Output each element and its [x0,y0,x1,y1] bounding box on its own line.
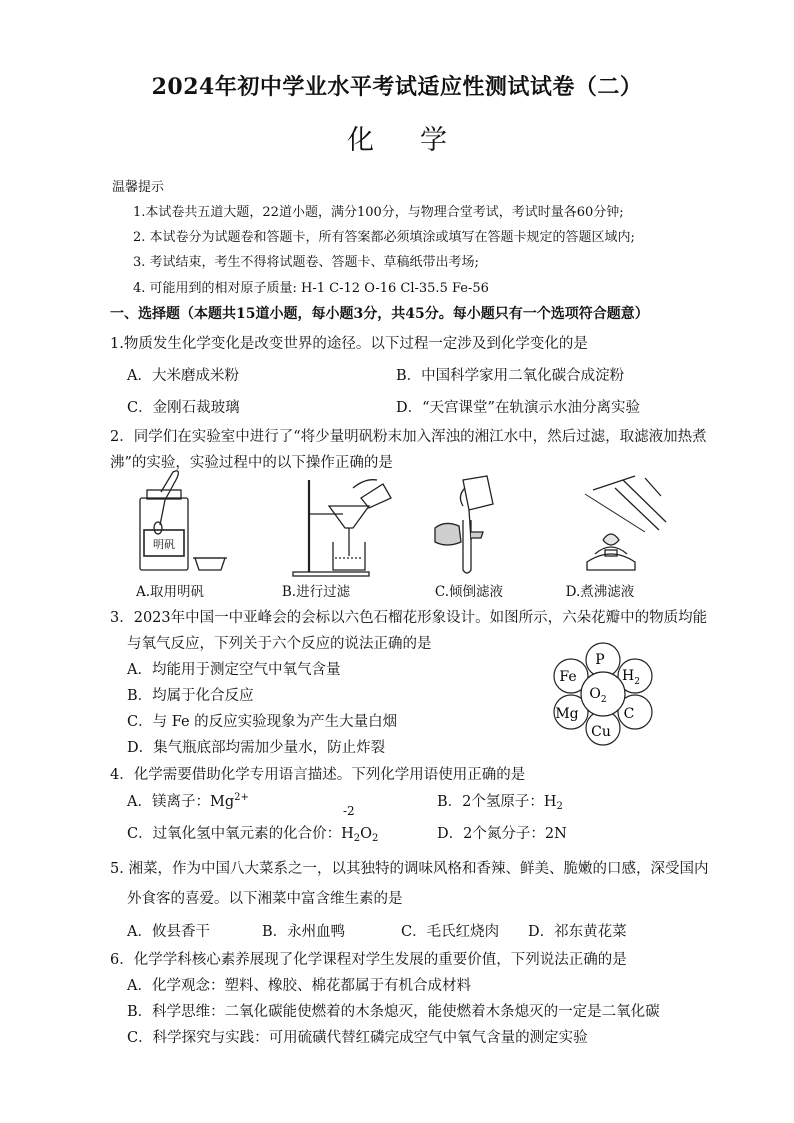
q3-stem-line2: 与氧气反应，下列关于六个反应的说法正确的是 [127,636,432,652]
q2-stem-line1: 2．同学们在实验室中进行了“将少量明矾粉末加入浑浊的湘江水中，然后过滤，取滤液加热煮 [110,429,707,445]
q1-option-d: D．“天宫课堂”在轨演示水油分离实验 [396,400,640,416]
q3-option-d: D．集气瓶底部均需加少量水，防止炸裂 [127,740,386,756]
q5-stem-line1: 5. 湘菜，作为中国八大菜系之一，以其独特的调味风格和香辣、鲜美、脆嫩的口感，深受国内 [110,861,709,877]
petal-cu: Cu [591,724,611,740]
q5-option-b: B．永州血鸭 [262,924,346,940]
subject-title [0,118,794,157]
q5-option-a: A．攸县香干 [127,924,210,940]
q5-stem-line2: 外食客的喜爱。以下湘菜中富含维生素的是 [127,891,403,907]
note-4: 4. 可能用到的相对原子质量: H-1 C-12 O-16 Cl-35.5 Fe-56 [133,281,489,296]
q6-option-a: A．化学观念：塑料、橡胶、棉花都属于有机合成材料 [127,978,471,994]
pomegranate-flower-diagram [538,640,668,750]
notes-heading: 温馨提示 [112,180,165,195]
q5-option-c: C．毛氏红烧肉 [401,924,500,940]
section-heading: 一、选择题（本题共15道小题，每小题3分，共45分。每小题只有一个选项符合题意） [110,306,649,322]
q6-option-c: C．科学探究与实践：可用硫磺代替红磷完成空气中氧气含量的测定实验 [127,1030,588,1046]
q1-stem: 1.物质发生化学变化是改变世界的途径。以下过程一定涉及到化学变化的是 [110,336,588,352]
alum-bottle-figure [140,471,227,570]
q2-stem-line2: 沸”的实验，实验过程中的以下操作正确的是 [110,455,393,471]
q4-option-a: A．镁离子：$Mg^{2+}$ [127,792,249,810]
q3-option-a: A．均能用于测定空气中氧气含量 [127,662,341,678]
q5-option-d: D．祁东黄花菜 [528,924,627,940]
exam-title: 2024年初中学业水平考试适应性测试试卷（二） [151,74,643,100]
q2-caption-b: B.进行过滤 [281,584,351,600]
flower-center-o2: $O_2$ [589,686,607,705]
alum-bottle-label: 明矾 [153,538,175,551]
q1-option-c: C．金刚石裁玻璃 [127,400,240,416]
q3-option-c: C．与 Fe 的反应实验现象为产生大量白烟 [127,714,398,730]
filtration-figure [293,480,391,576]
q4-option-b: B．2个氢原子：$H_2$ [437,794,563,812]
q2-apparatus-figures [125,470,715,580]
petal-p: P [595,652,605,668]
note-1: 1.本试卷共五道大题，22道小题，满分100分，与物理合堂考试，考试时量各60分钟; [133,205,624,220]
petal-fe: Fe [559,669,577,685]
q1-option-b: B．中国科学家用二氧化碳合成淀粉 [396,368,625,384]
note-2: 2. 本试卷分为试题卷和答题卡，所有答案都必须填涂或填写在答题卡规定的答题区域内; [133,230,635,245]
petal-mg: Mg [555,706,579,722]
q6-stem: 6．化学学科核心素养展现了化学课程对学生发展的重要价值，下列说法正确的是 [110,952,627,968]
subject-char-1: 化 [347,125,374,156]
q2-caption-d: D.煮沸滤液 [565,584,635,600]
q2-caption-c: C.倾倒滤液 [434,584,504,600]
pouring-figure [435,476,493,573]
q4-option-d: D．2个氮分子：2N [437,826,567,842]
q4-option-c: C．过氧化氢中氧元素的化合价：$H_2O_2$ [127,826,379,844]
q4-valence-mark: -2 [343,804,355,818]
q3-stem-line1: 3．2023年中国一中亚峰会的会标以六色石榴花形象设计。如图所示，六朵花瓣中的物质均能 [110,610,708,626]
petal-c: C [623,706,635,722]
note-3: 3. 考试结束，考生不得将试题卷、答题卡、草稿纸带出考场; [133,255,479,270]
petal-h: $H_2$ [622,668,640,687]
subject-char-2: 学 [420,125,447,156]
q3-option-b: B．均属于化合反应 [127,688,254,704]
q1-option-a: A．大米磨成米粉 [127,368,239,384]
q2-caption-a: A.取用明矾 [135,584,205,600]
boiling-figure [585,476,666,570]
q6-option-b: B．科学思维：二氧化碳能使燃着的木条熄灭，能使燃着木条熄灭的一定是二氧化碳 [127,1004,660,1020]
q4-stem: 4．化学需要借助化学专用语言描述。下列化学用语使用正确的是 [110,767,526,783]
